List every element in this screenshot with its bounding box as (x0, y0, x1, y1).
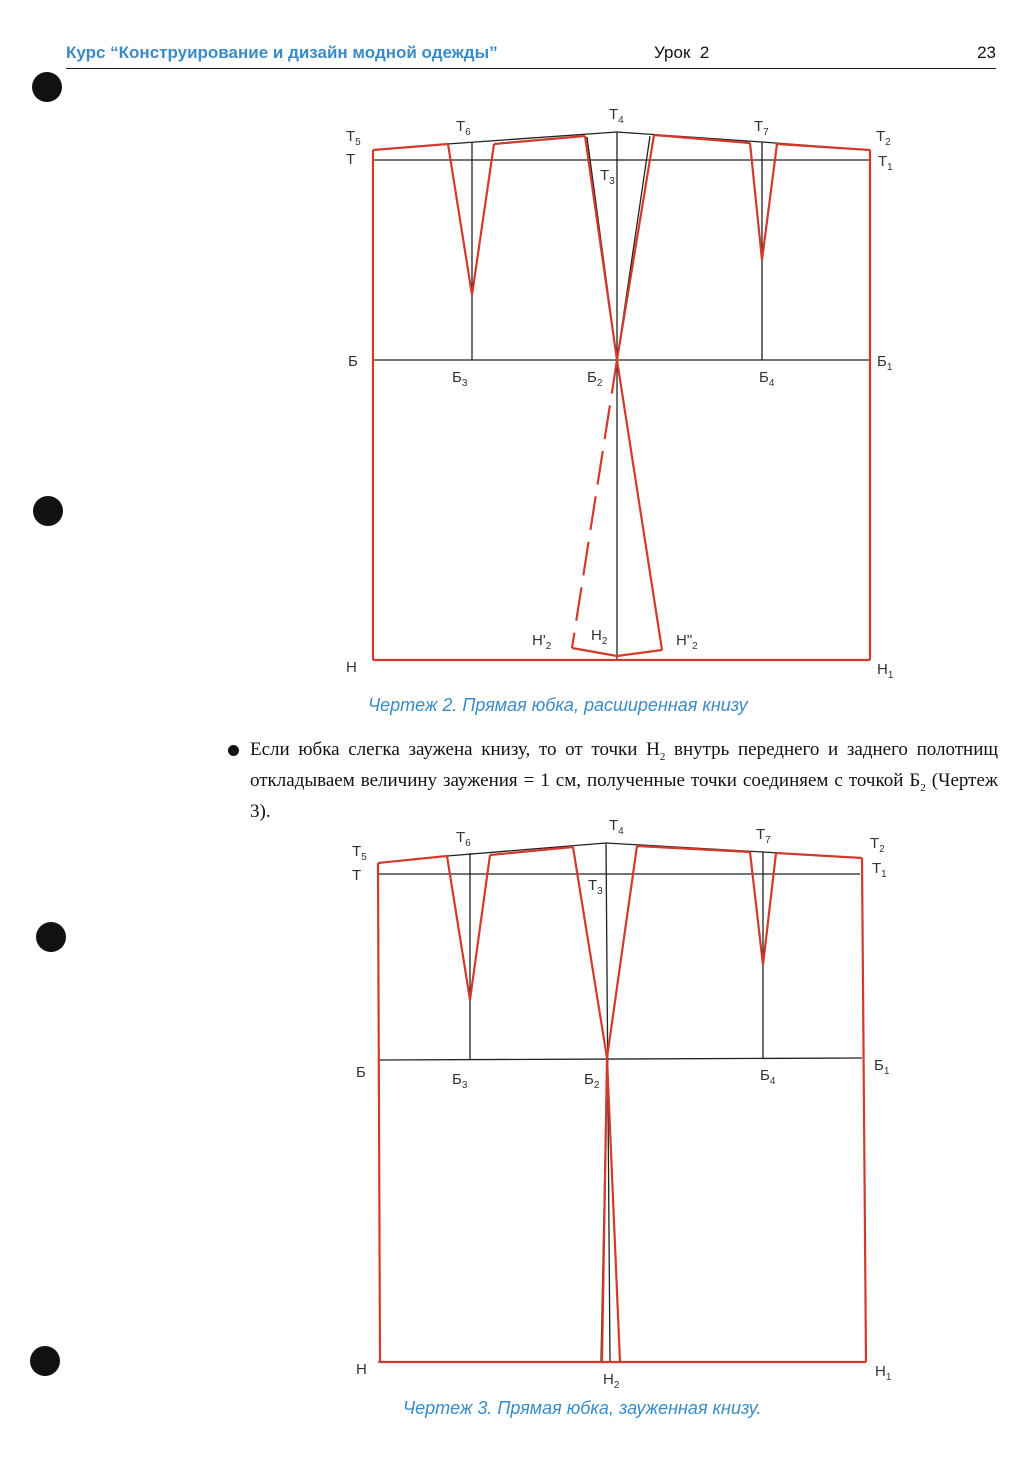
label-t5: $Т_5$ (352, 843, 367, 863)
label-t1: $Т_1$ (872, 860, 887, 880)
label-t1: $Т_1$ (878, 153, 893, 173)
label-b: Б (356, 1064, 366, 1081)
narrowed-line-back-red (602, 1058, 607, 1362)
label-b2: $Б_2$ (584, 1071, 600, 1091)
figure-2-caption: Чертеж 2. Прямая юбка, расширенная книзу (368, 695, 748, 715)
label-h2: $Н_2$ (603, 1371, 620, 1391)
left-side-seam (378, 863, 380, 1362)
label-h1: $Н_1$ (875, 1363, 892, 1383)
label-t: Т (346, 151, 356, 168)
figure-2-pattern-outline (373, 135, 870, 660)
figure-3-construction-lines (378, 843, 866, 1362)
back-waist-curve (373, 144, 448, 150)
label-t7: $Т_7$ (756, 826, 771, 846)
label-h1: $Н_1$ (877, 661, 894, 681)
label-b3: $Б_3$ (452, 1071, 468, 1091)
figure-2-drawing (0, 0, 1035, 700)
label-t4: $Т_4$ (609, 106, 624, 126)
front-waist-right (776, 853, 862, 858)
front-waist-mid (637, 846, 750, 852)
side-dart-front (617, 135, 654, 360)
label-t3: $Т_3$ (600, 167, 615, 187)
lesson-number: 2 (699, 43, 710, 62)
label-h2-double-prime: $Н"_2$ (676, 632, 698, 652)
paragraph-text: Если юбка слегка заужена книзу, то от точки $Н_2$ внутрь переднего и заднего полотнищ откладываем величину заужения = 1 см, полученные точки соединяем с точкой $Б_2$ (Чертеж 3). (250, 739, 999, 822)
label-h2: $Н_2$ (591, 627, 608, 647)
flare-line-front (617, 360, 662, 650)
label-b3: $Б_3$ (452, 369, 468, 389)
front-waist-mid (654, 135, 750, 143)
label-b4: $Б_4$ (760, 1067, 776, 1087)
back-dart-t6 (447, 855, 490, 1000)
label-b: Б (348, 353, 358, 370)
figure-3-caption: Чертеж 3. Прямая юбка, зауженная книзу. (403, 1398, 762, 1418)
right-side-seam (862, 858, 866, 1362)
back-dart-t6 (448, 144, 494, 295)
label-t6: $Т_6$ (456, 829, 471, 849)
figure-3-pattern-outline (378, 846, 866, 1362)
label-b1: $Б_1$ (877, 353, 893, 373)
back-waist-left (378, 856, 447, 863)
label-b4: $Б_4$ (759, 369, 775, 389)
label-t5: $Т_5$ (346, 128, 361, 148)
label-b2: $Б_2$ (587, 369, 603, 389)
course-title: Курс “Конструирование и дизайн модной одежды” (66, 43, 498, 62)
hem-curve-back (572, 648, 617, 656)
label-t2: $Т_2$ (870, 835, 885, 855)
label-t2: $Т_2$ (876, 128, 891, 148)
side-dart-front (607, 846, 637, 1058)
bullet-icon (228, 745, 239, 756)
label-b1: $Б_1$ (874, 1057, 890, 1077)
hem-curve-front (617, 650, 662, 656)
lesson-label: Урок (654, 43, 691, 62)
label-t7: $Т_7$ (754, 118, 769, 138)
figure-2-labels (346, 106, 894, 681)
front-waist-right (777, 144, 870, 150)
figure-3-drawing (0, 810, 1035, 1410)
flare-line-back-dashed (572, 360, 617, 648)
label-t4: $Т_4$ (609, 817, 624, 837)
label-h: Н (356, 1361, 367, 1378)
label-t6: $Т_6$ (456, 118, 471, 138)
label-h2-prime: $Н'_2$ (532, 632, 552, 652)
figure-3-labels (352, 817, 892, 1391)
hip-line-b-b1 (378, 1058, 862, 1060)
label-h: Н (346, 659, 357, 676)
label-t3: $Т_3$ (588, 877, 603, 897)
page-number: 23 (977, 43, 996, 62)
label-t: Т (352, 867, 362, 884)
